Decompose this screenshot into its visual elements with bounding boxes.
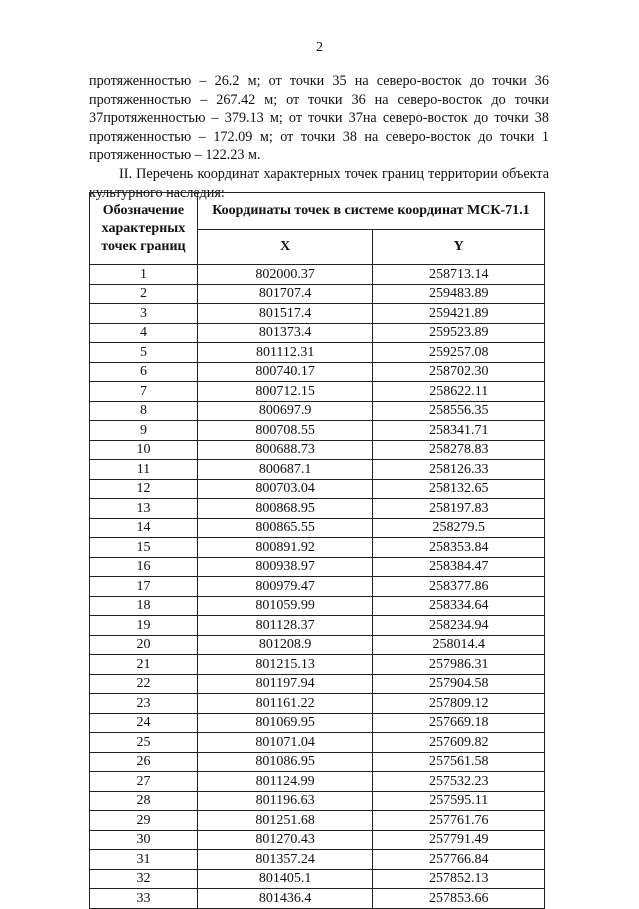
table-row (90, 772, 545, 792)
point-designation-header: Обозначение характерных точек границ (90, 193, 198, 265)
point-number-cell: 2 (90, 284, 198, 304)
y-coordinate-cell: 257853.66 (373, 889, 545, 909)
table-row (90, 557, 545, 577)
point-number-cell: 22 (90, 674, 198, 694)
point-number-cell: 13 (90, 499, 198, 519)
y-coordinate-cell: 259257.08 (373, 343, 545, 363)
table-row (90, 518, 545, 538)
point-number-cell: 17 (90, 577, 198, 597)
intro-line: 37протяженностью – 379.13 м; от точки 37на северо-восток до точки 38 (89, 110, 549, 127)
point-number-cell: 33 (90, 889, 198, 909)
table-row (90, 304, 545, 324)
table-row (90, 538, 545, 558)
y-coordinate-cell: 258702.30 (373, 362, 545, 382)
point-number-cell: 31 (90, 850, 198, 870)
y-coordinate-cell: 257791.49 (373, 830, 545, 850)
x-coordinate-cell: 801059.99 (197, 596, 373, 616)
y-coordinate-cell: 258126.33 (373, 460, 545, 480)
x-coordinate-cell: 800740.17 (197, 362, 373, 382)
point-number-cell: 9 (90, 421, 198, 441)
x-coordinate-cell: 800703.04 (197, 479, 373, 499)
x-coordinate-cell: 801251.68 (197, 811, 373, 831)
point-number-cell: 14 (90, 518, 198, 538)
y-coordinate-cell: 257669.18 (373, 713, 545, 733)
intro-line: протяженностью – 267.42 м; от точки 36 на северо-восток до точки (89, 91, 549, 108)
x-coordinate-cell: 800688.73 (197, 440, 373, 460)
y-coordinate-cell: 258341.71 (373, 421, 545, 441)
point-number-cell: 32 (90, 869, 198, 889)
y-coordinate-cell: 257595.11 (373, 791, 545, 811)
y-coordinate-cell: 258622.11 (373, 382, 545, 402)
point-number-cell: 6 (90, 362, 198, 382)
table-row (90, 577, 545, 597)
point-number-cell: 28 (90, 791, 198, 811)
x-coordinate-cell: 802000.37 (197, 265, 373, 285)
intro-paragraph (89, 72, 549, 146)
table-row (90, 460, 545, 480)
y-coordinate-cell: 257986.31 (373, 655, 545, 675)
coordinates-table (89, 192, 545, 909)
point-number-cell: 29 (90, 811, 198, 831)
table-row (90, 616, 545, 636)
x-coordinate-cell: 801161.22 (197, 694, 373, 714)
point-number-cell: 19 (90, 616, 198, 636)
point-number-cell: 20 (90, 635, 198, 655)
x-coordinate-cell: 800891.92 (197, 538, 373, 558)
point-number-cell: 23 (90, 694, 198, 714)
y-header: Y (373, 230, 545, 265)
document-body (89, 72, 549, 202)
y-coordinate-cell: 257532.23 (373, 772, 545, 792)
point-number-cell: 26 (90, 752, 198, 772)
x-coordinate-cell: 800938.97 (197, 557, 373, 577)
table-row (90, 791, 545, 811)
x-coordinate-cell: 801270.43 (197, 830, 373, 850)
y-coordinate-cell: 257852.13 (373, 869, 545, 889)
y-coordinate-cell: 258377.86 (373, 577, 545, 597)
table-row (90, 401, 545, 421)
x-coordinate-cell: 801517.4 (197, 304, 373, 324)
y-coordinate-cell: 258279.5 (373, 518, 545, 538)
point-number-cell: 11 (90, 460, 198, 480)
y-coordinate-cell: 257761.76 (373, 811, 545, 831)
table-row (90, 440, 545, 460)
y-coordinate-cell: 257809.12 (373, 694, 545, 714)
x-coordinate-cell: 801069.95 (197, 713, 373, 733)
y-coordinate-cell: 258197.83 (373, 499, 545, 519)
x-coordinate-cell: 801124.99 (197, 772, 373, 792)
page-number: 2 (316, 40, 323, 55)
table-row (90, 830, 545, 850)
y-coordinate-cell: 258556.35 (373, 401, 545, 421)
y-coordinate-cell: 259421.89 (373, 304, 545, 324)
table-row (90, 752, 545, 772)
point-number-cell: 8 (90, 401, 198, 421)
y-coordinate-cell: 258713.14 (373, 265, 545, 285)
table-row (90, 733, 545, 753)
x-coordinate-cell: 801707.4 (197, 284, 373, 304)
y-coordinate-cell: 258353.84 (373, 538, 545, 558)
table-row (90, 421, 545, 441)
table-row (90, 343, 545, 363)
table-row (90, 869, 545, 889)
point-number-cell: 4 (90, 323, 198, 343)
table-row (90, 850, 545, 870)
x-coordinate-cell: 800868.95 (197, 499, 373, 519)
x-coordinate-cell: 801128.37 (197, 616, 373, 636)
table-row (90, 499, 545, 519)
table-row (90, 655, 545, 675)
x-coordinate-cell: 801196.63 (197, 791, 373, 811)
x-coordinate-cell: 801405.1 (197, 869, 373, 889)
point-number-cell: 16 (90, 557, 198, 577)
x-coordinate-cell: 800697.9 (197, 401, 373, 421)
point-number-cell: 25 (90, 733, 198, 753)
point-number-cell: 10 (90, 440, 198, 460)
table-row (90, 265, 545, 285)
y-coordinate-cell: 258334.64 (373, 596, 545, 616)
y-coordinate-cell: 257561.58 (373, 752, 545, 772)
x-coordinate-cell: 800979.47 (197, 577, 373, 597)
y-coordinate-cell: 259523.89 (373, 323, 545, 343)
point-number-cell: 30 (90, 830, 198, 850)
y-coordinate-cell: 257766.84 (373, 850, 545, 870)
y-coordinate-cell: 258132.65 (373, 479, 545, 499)
point-number-cell: 21 (90, 655, 198, 675)
intro-last-line: протяженностью – 122.23 м. (89, 147, 261, 164)
point-number-cell: 12 (90, 479, 198, 499)
y-coordinate-cell: 258234.94 (373, 616, 545, 636)
point-number-cell: 15 (90, 538, 198, 558)
x-coordinate-cell: 801357.24 (197, 850, 373, 870)
x-coordinate-cell: 801436.4 (197, 889, 373, 909)
x-coordinate-cell: 801215.13 (197, 655, 373, 675)
x-coordinate-cell: 800712.15 (197, 382, 373, 402)
x-coordinate-cell: 801071.04 (197, 733, 373, 753)
section-heading: II. Перечень координат характерных точек границ территории объекта культурного наследия: (89, 165, 549, 201)
y-coordinate-cell: 258014.4 (373, 635, 545, 655)
coordinate-system-header: Координаты точек в системе координат МСК-71.1 (197, 193, 544, 230)
table-row (90, 811, 545, 831)
table-body (90, 265, 545, 909)
table-row (90, 889, 545, 909)
y-coordinate-cell: 258278.83 (373, 440, 545, 460)
point-number-cell: 1 (90, 265, 198, 285)
table-row (90, 382, 545, 402)
table-row (90, 323, 545, 343)
x-coordinate-cell: 800865.55 (197, 518, 373, 538)
table-header-row (90, 193, 545, 230)
point-number-cell: 24 (90, 713, 198, 733)
x-coordinate-cell: 801373.4 (197, 323, 373, 343)
table-row (90, 596, 545, 616)
x-coordinate-cell: 801208.9 (197, 635, 373, 655)
table-row (90, 479, 545, 499)
x-coordinate-cell: 801112.31 (197, 343, 373, 363)
table-row (90, 362, 545, 382)
x-coordinate-cell: 801086.95 (197, 752, 373, 772)
y-coordinate-cell: 258384.47 (373, 557, 545, 577)
y-coordinate-cell: 257609.82 (373, 733, 545, 753)
y-coordinate-cell: 257904.58 (373, 674, 545, 694)
table-row (90, 694, 545, 714)
table-row (90, 635, 545, 655)
point-number-cell: 18 (90, 596, 198, 616)
x-coordinate-cell: 800687.1 (197, 460, 373, 480)
point-number-cell: 3 (90, 304, 198, 324)
point-number-cell: 5 (90, 343, 198, 363)
x-coordinate-cell: 801197.94 (197, 674, 373, 694)
x-header: X (197, 230, 373, 265)
point-number-cell: 27 (90, 772, 198, 792)
intro-line: протяженностью – 172.09 м; от точки 38 на северо-восток до точки 1 (89, 128, 549, 145)
intro-line: протяженностью – 26.2 м; от точки 35 на северо-восток до точки 36 (89, 73, 549, 89)
y-coordinate-cell: 259483.89 (373, 284, 545, 304)
point-number-cell: 7 (90, 382, 198, 402)
x-coordinate-cell: 800708.55 (197, 421, 373, 441)
table-row (90, 713, 545, 733)
table-row (90, 674, 545, 694)
table-row (90, 284, 545, 304)
